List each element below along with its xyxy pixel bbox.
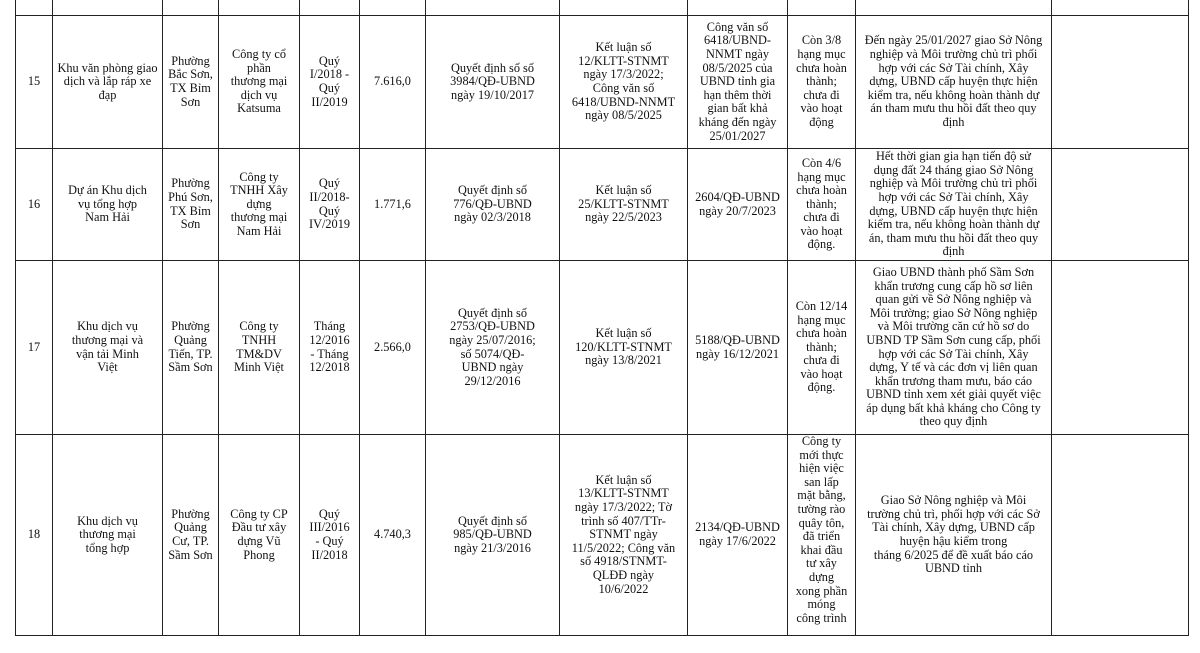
investor-name: Công ty cổ phần thương mại dịch vụ Katsuma bbox=[219, 16, 300, 149]
note-cell bbox=[1052, 435, 1189, 636]
schedule: Quý I/2018 - Quý II/2019 bbox=[300, 16, 360, 149]
row-number: 15 bbox=[16, 16, 53, 149]
project-name: Dự án Khu dịch vụ tổng hợp Nam Hải bbox=[53, 149, 163, 261]
table-cell bbox=[426, 0, 560, 16]
table-cell bbox=[360, 0, 426, 16]
table-row bbox=[16, 16, 1189, 149]
inspection-conclusion: Kết luận số 25/KLTT-STNMT ngày 22/5/2023 bbox=[560, 149, 688, 261]
extension-decision: 2134/QĐ-UBND ngày 17/6/2022 bbox=[688, 435, 788, 636]
note-cell bbox=[1052, 16, 1189, 149]
row-number: 16 bbox=[16, 149, 53, 261]
progress-status: Công ty mới thực hiện việc san lấp mặt bằng, tường rào quây tôn, đã triển khai đầu tư xây dựng xong phần móng công trình bbox=[788, 435, 856, 636]
assigned-task: Đến ngày 25/01/2027 giao Sở Nông nghiệp và Môi trường chủ trì phối hợp với các Sở Tài chính, Xây dựng, UBND cấp huyện thực hiện kiểm tra, nếu không hoàn thành dự án tham mưu thu hồi đất theo quy định bbox=[856, 16, 1052, 149]
area-value: 4.740,3 bbox=[360, 435, 426, 636]
inspection-conclusion: Kết luận số 120/KLTT-STNMT ngày 13/8/2021 bbox=[560, 261, 688, 435]
schedule: Tháng 12/2016 - Tháng 12/2018 bbox=[300, 261, 360, 435]
table-cell bbox=[300, 0, 360, 16]
assigned-task: Giao Sở Nông nghiệp và Môi trường chủ trì, phối hợp với các Sở Tài chính, Xây dựng, UBND cấp huyện hậu kiểm trong tháng 6/2025 để đề xuất báo cáo UBND tỉnh bbox=[856, 435, 1052, 636]
investor-name: Công ty CP Đầu tư xây dựng Vũ Phong bbox=[219, 435, 300, 636]
note-cell bbox=[1052, 261, 1189, 435]
row-number: 17 bbox=[16, 261, 53, 435]
project-location: Phường Bắc Sơn, TX Bỉm Sơn bbox=[163, 16, 219, 149]
inspection-conclusion: Kết luận số 12/KLTT-STNMT ngày 17/3/2022; Công văn số 6418/UBND-NNMT ngày 08/5/2025 bbox=[560, 16, 688, 149]
table-cell bbox=[219, 0, 300, 16]
table-row bbox=[16, 149, 1189, 261]
extension-decision: 5188/QĐ-UBND ngày 16/12/2021 bbox=[688, 261, 788, 435]
area-value: 7.616,0 bbox=[360, 16, 426, 149]
area-value: 2.566,0 bbox=[360, 261, 426, 435]
schedule: Quý II/2018- Quý IV/2019 bbox=[300, 149, 360, 261]
project-location: Phường Phú Sơn, TX Bỉm Sơn bbox=[163, 149, 219, 261]
table-row-previous bbox=[16, 0, 1189, 16]
progress-status: Còn 12/14 hạng mục chưa hoàn thành; chưa đi vào hoạt động. bbox=[788, 261, 856, 435]
allocation-decision: Quyết định số 776/QĐ-UBND ngày 02/3/2018 bbox=[426, 149, 560, 261]
extension-decision: Công văn số 6418/UBND- NNMT ngày 08/5/2025 của UBND tỉnh gia hạn thêm thời gian bất khả kháng đến ngày 25/01/2027 bbox=[688, 16, 788, 149]
project-location: Phường Quảng Cư, TP. Sầm Sơn bbox=[163, 435, 219, 636]
project-name: Khu văn phòng giao dịch và lắp ráp xe đạp bbox=[53, 16, 163, 149]
progress-status: Còn 4/6 hạng mục chưa hoàn thành; chưa đi vào hoạt động. bbox=[788, 149, 856, 261]
assigned-task: Hết thời gian gia hạn tiến độ sử dụng đất 24 tháng giao Sở Nông nghiệp và Môi trường chủ trì phối hợp với các Sở Tài chính, Xây dựng, UBND cấp huyện thực hiện kiểm tra, nếu không hoàn thành dự án, tham mưu thu hồi đất theo quy định bbox=[856, 149, 1052, 261]
project-name: Khu dịch vụ thương mại và vận tải Minh Việt bbox=[53, 261, 163, 435]
table-row bbox=[16, 261, 1189, 435]
project-location: Phường Quảng Tiến, TP. Sầm Sơn bbox=[163, 261, 219, 435]
progress-status: Còn 3/8 hạng mục chưa hoàn thành; chưa đi vào hoạt động bbox=[788, 16, 856, 149]
table-cell bbox=[16, 0, 53, 16]
table-cell bbox=[788, 0, 856, 16]
extension-decision: 2604/QĐ-UBND ngày 20/7/2023 bbox=[688, 149, 788, 261]
table-cell bbox=[1052, 0, 1189, 16]
table-cell bbox=[53, 0, 163, 16]
schedule: Quý III/2016 - Quý II/2018 bbox=[300, 435, 360, 636]
table-cell bbox=[163, 0, 219, 16]
table-row bbox=[16, 435, 1189, 636]
table-cell bbox=[856, 0, 1052, 16]
row-number: 18 bbox=[16, 435, 53, 636]
table-cell bbox=[688, 0, 788, 16]
note-cell bbox=[1052, 149, 1189, 261]
allocation-decision: Quyết định số 985/QĐ-UBND ngày 21/3/2016 bbox=[426, 435, 560, 636]
investor-name: Công ty TNHH Xây dựng thương mại Nam Hải bbox=[219, 149, 300, 261]
project-name: Khu dịch vụ thương mại tổng hợp bbox=[53, 435, 163, 636]
allocation-decision: Quyết định số 2753/QĐ-UBND ngày 25/07/2016; số 5074/QĐ- UBND ngày 29/12/2016 bbox=[426, 261, 560, 435]
inspection-conclusion: Kết luận số 13/KLTT-STNMT ngày 17/3/2022; Tờ trình số 407/TTr- STNMT ngày 11/5/2022; Công văn số 4918/STNMT- QLĐĐ ngày 10/6/2022 bbox=[560, 435, 688, 636]
project-table bbox=[15, 0, 1189, 636]
allocation-decision: Quyết định số số 3984/QĐ-UBND ngày 19/10/2017 bbox=[426, 16, 560, 149]
table-cell bbox=[560, 0, 688, 16]
area-value: 1.771,6 bbox=[360, 149, 426, 261]
assigned-task: Giao UBND thành phố Sầm Sơn khẩn trương cung cấp hồ sơ liên quan gửi về Sở Nông nghiệp và Môi trường; giao Sở Nông nghiệp và Môi trường căn cứ hồ sơ do UBND TP Sầm Sơn cung cấp, phối hợp với các Sở Tài chính, Xây dựng, Y tế và các đơn vị liên quan khẩn trương tham mưu, báo cáo UBND tỉnh xem xét giải quyết việc áp dụng bất khả kháng cho Công ty theo quy định bbox=[856, 261, 1052, 435]
investor-name: Công ty TNHH TM&DV Minh Việt bbox=[219, 261, 300, 435]
